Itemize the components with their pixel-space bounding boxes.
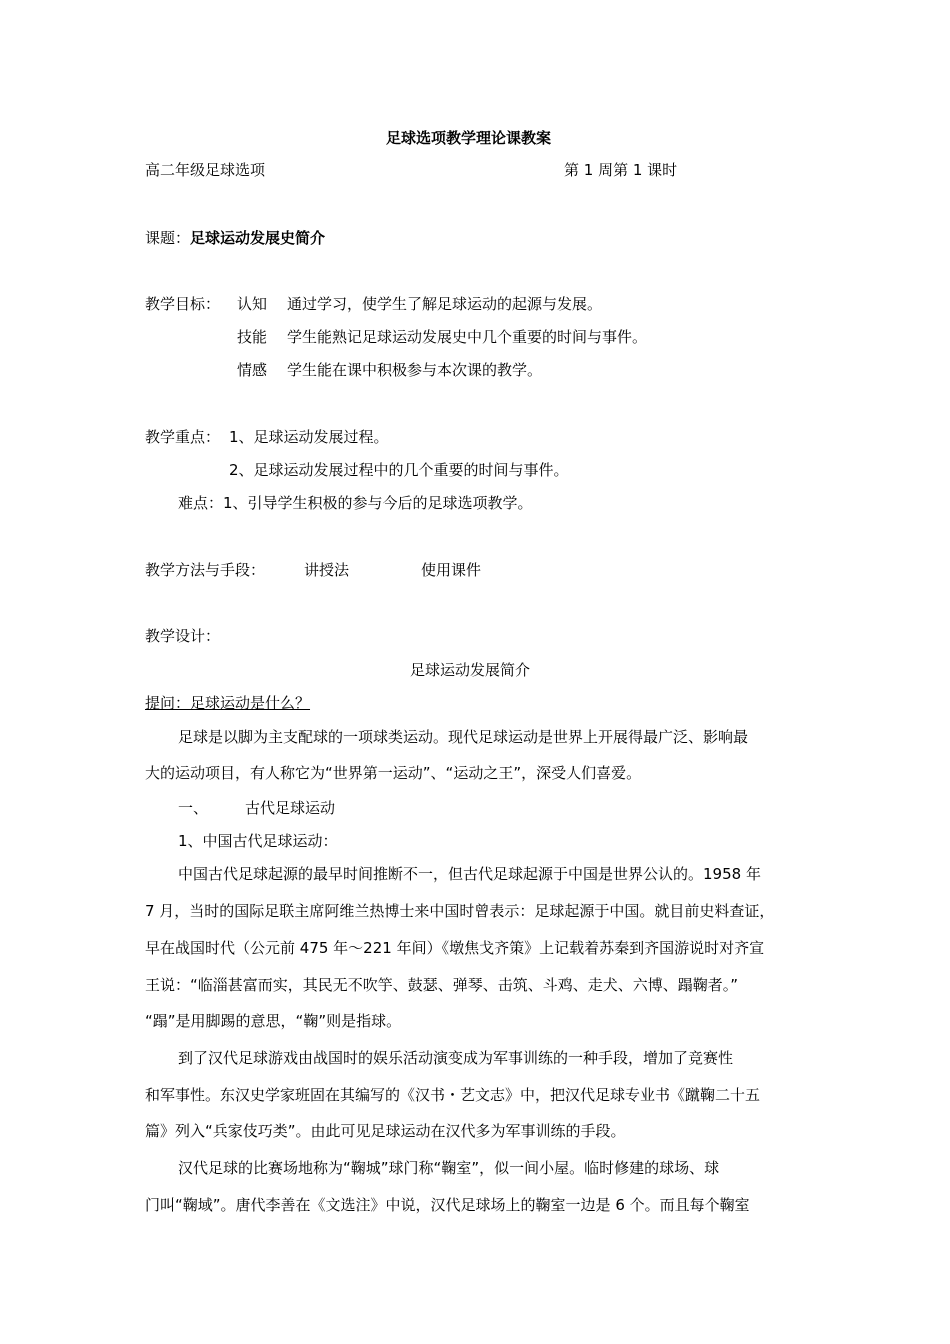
- goal-text-3: 学生能在课中积极参与本次课的教学。: [287, 361, 543, 379]
- goal-key-3: 情感: [237, 361, 268, 379]
- goal-key-1: 认知: [237, 295, 268, 313]
- section-heading: 古代足球运动: [245, 799, 336, 817]
- section-title: 足球运动发展简介: [410, 661, 531, 679]
- p1-line-2: 大的运动项目，有人称它为“世界第一运动”、“运动之王”，深受人们喜爱。: [145, 764, 642, 782]
- p3-line-3: 篇》列入“兵家伎巧类”。由此可见足球运动在汉代多为军事训练的手段。: [145, 1122, 626, 1140]
- method-label: 教学方法与手段：: [145, 561, 266, 579]
- question-line: 提问：足球运动是什么？: [145, 694, 311, 712]
- design-label: 教学设计：: [145, 627, 221, 645]
- topic-line: [145, 227, 325, 249]
- doc-title: 足球选项教学理论课教案: [386, 129, 552, 147]
- p4-line-2: 门叫“鞠域”。唐代李善在《文选注》中说，汉代足球场上的鞠室一边是 6 个。而且每个鞠室: [145, 1196, 750, 1214]
- p2-line-5: “蹋”是用脚踢的意思，“鞠”则是指球。: [145, 1012, 402, 1030]
- goal-text-2: 学生能熟记足球运动发展史中几个重要的时间与事件。: [287, 328, 648, 346]
- method-1: 讲授法: [304, 561, 350, 579]
- p2-line-1: 中国古代足球起源的最早时间推断不一，但古代足球起源于中国是世界公认的。1958 年: [178, 865, 761, 883]
- section-heading-number: 一、: [178, 799, 209, 817]
- grade-label: 高二年级足球选项: [145, 161, 266, 179]
- p2-line-2: 7 月，当时的国际足联主席阿维兰热博士来中国时曾表示：足球起源于中国。就目前史料查证，: [145, 902, 775, 920]
- topic-text: 足球运动发展史简介: [190, 229, 326, 247]
- p4-line-1: 汉代足球的比赛场地称为“鞠城”球门称“鞠室”，似一间小屋。临时修建的球场、球: [178, 1159, 720, 1177]
- p3-line-2: 和军事性。东汉史学家班固在其编写的《汉书・艺文志》中，把汉代足球专业书《蹴鞠二十五: [145, 1086, 761, 1104]
- p1-line-1: 足球是以脚为主支配球的一项球类运动。现代足球运动是世界上开展得最广泛、影响最: [178, 728, 749, 746]
- p2-line-4: 王说：“临淄甚富而实，其民无不吹竽、鼓瑟、弹琴、击筑、斗鸡、走犬、六博、蹋鞠者。”: [145, 976, 739, 994]
- key-point-1: 1、足球运动发展过程。: [229, 428, 389, 446]
- goals-label: 教学目标：: [145, 295, 221, 313]
- topic-label: 课题：: [145, 229, 191, 247]
- key-label: 教学重点：: [145, 428, 221, 446]
- method-2: 使用课件: [421, 561, 482, 579]
- difficult-point: 难点：1、引导学生积极的参与今后的足球选项教学。: [178, 494, 533, 512]
- goal-text-1: 通过学习，使学生了解足球运动的起源与发展。: [287, 295, 603, 313]
- subsection-heading: 1、中国古代足球运动：: [178, 832, 338, 850]
- goal-key-2: 技能: [237, 328, 268, 346]
- key-point-2: 2、足球运动发展过程中的几个重要的时间与事件。: [229, 461, 569, 479]
- p3-line-1: 到了汉代足球游戏由战国时的娱乐活动演变成为军事训练的一种手段，增加了竞赛性: [178, 1049, 734, 1067]
- week-label: 第 1 周第 1 课时: [564, 161, 678, 179]
- p2-line-3: 早在战国时代（公元前 475 年～221 年间）《墩焦戈齐策》上记载着苏秦到齐国游说时对齐宣: [145, 939, 765, 957]
